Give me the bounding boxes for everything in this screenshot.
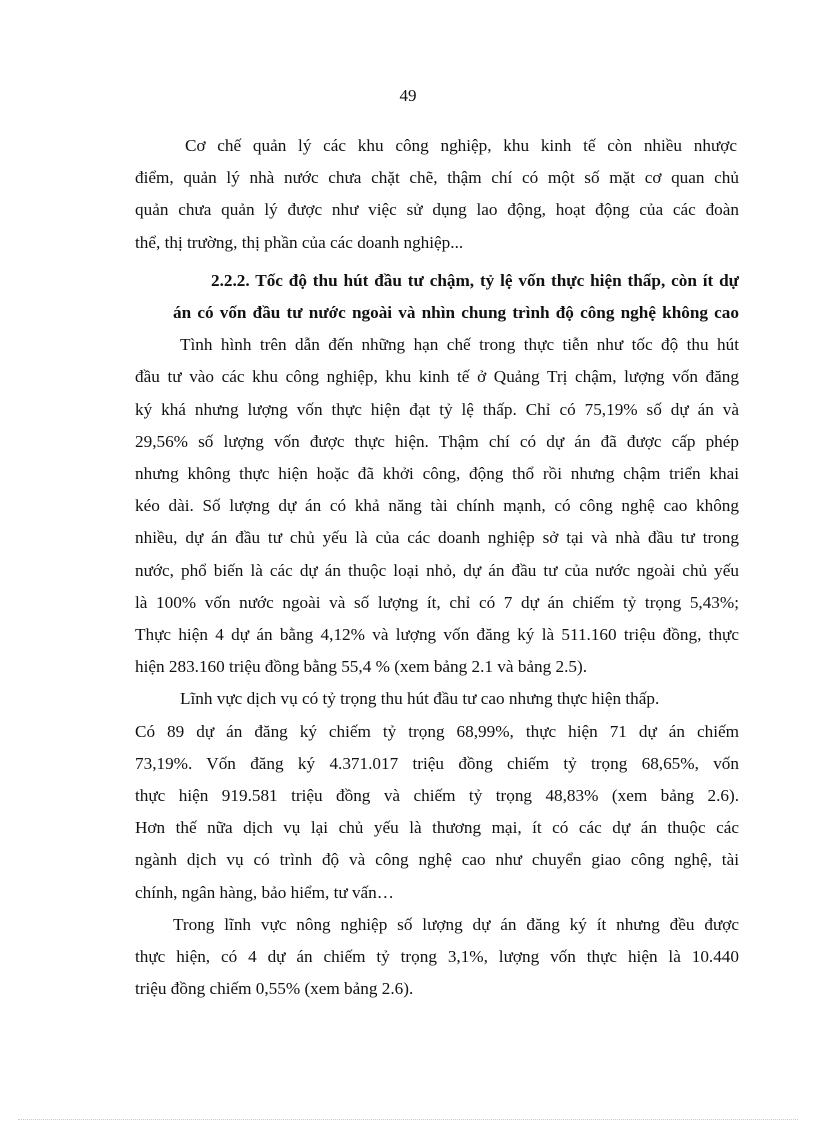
- text-line: là 100% vốn nước ngoài và số lượng ít, chỉ có 7 dự án chiếm tỷ trọng 5,43%;: [135, 592, 739, 612]
- text-line: 29,56% số lượng vốn được thực hiện. Thậm chí có dự án đã được cấp phép: [135, 431, 739, 451]
- section-heading-2-2-2: [135, 265, 739, 329]
- text-line: triệu đồng chiếm 0,55% (xem bảng 2.6).: [135, 979, 414, 999]
- text-line: kéo dài. Số lượng dự án có khả năng tài chính mạnh, có công nghệ cao không: [135, 496, 739, 516]
- text-line: ngành dịch vụ có trình độ và công nghệ cao như chuyển giao công nghệ, tài: [135, 850, 739, 870]
- text-line: thể, thị trường, thị phần của các doanh nghiệp...: [135, 232, 464, 252]
- text-line: 73,19%. Vốn đăng ký 4.371.017 triệu đồng chiếm tỷ trọng 68,65%, vốn: [135, 753, 739, 773]
- paragraph-agriculture-sector: [135, 909, 739, 1006]
- text-line: Có 89 dự án đăng ký chiếm tỷ trọng 68,99%, thực hiện 71 dự án chiếm: [135, 721, 739, 741]
- text-line: Tình hình trên dẫn đến những hạn chế trong thực tiễn như tốc độ thu hút: [180, 335, 739, 355]
- text-line: Trong lĩnh vực nông nghiệp số lượng dự án đăng ký ít nhưng đều được: [173, 914, 739, 934]
- text-line: thực hiện 919.581 triệu đồng và chiếm tỷ trọng 48,83% (xem bảng 2.6).: [135, 786, 739, 806]
- paragraph-management-weaknesses: [135, 130, 739, 259]
- text-line: ký khá nhưng lượng vốn thực hiện đạt tỷ lệ thấp. Chỉ có 75,19% số dự án và: [135, 399, 739, 419]
- text-line: điểm, quản lý nhà nước chưa chặt chẽ, thậm chí có một số mặt cơ quan chủ: [135, 168, 739, 188]
- page-bottom-divider: [18, 1119, 798, 1120]
- text-line: quản chưa quản lý được như việc sử dụng lao động, hoạt động của các đoàn: [135, 200, 739, 220]
- page-number: 49: [399, 86, 417, 105]
- text-line: nhiều, dự án đầu tư chủ yếu là của các doanh nghiệp sở tại và nhà đầu tư trong: [135, 528, 739, 548]
- heading-line: án có vốn đầu tư nước ngoài và nhìn chung trình độ công nghệ không cao: [173, 303, 739, 323]
- text-line: Cơ chế quản lý các khu công nghiệp, khu kinh tế còn nhiều nhược: [185, 136, 737, 155]
- document-body: [135, 130, 739, 1005]
- text-line: Lĩnh vực dịch vụ có tỷ trọng thu hút đầu tư cao nhưng thực hiện thấp.: [180, 689, 660, 709]
- text-line: Hơn thế nữa dịch vụ lại chủ yếu là thương mại, ít có các dự án thuộc các: [135, 818, 739, 838]
- text-line: chính, ngân hàng, bảo hiểm, tư vấn…: [135, 882, 394, 902]
- text-line: nước, phổ biến là các dự án thuộc loại nhỏ, dự án đầu tư của nước ngoài chủ yếu: [135, 560, 739, 580]
- text-line: đầu tư vào các khu công nghiệp, khu kinh tế ở Quảng Trị chậm, lượng vốn đăng: [135, 367, 739, 387]
- text-line: thực hiện, có 4 dự án chiếm tỷ trọng 3,1%, lượng vốn thực hiện là 10.440: [135, 947, 739, 967]
- text-line: Thực hiện 4 dự án bằng 4,12% và lượng vốn đăng ký là 511.160 triệu đồng, thực: [135, 625, 739, 645]
- text-line: nhưng không thực hiện hoặc đã khởi công, động thổ rồi nhưng chậm triển khai: [135, 464, 739, 484]
- text-line: hiện 283.160 triệu đồng bằng 55,4 % (xem bảng 2.1 và bảng 2.5).: [135, 657, 588, 677]
- paragraph-investment-speed: [135, 329, 739, 683]
- paragraph-services-sector: [135, 683, 739, 908]
- heading-line: 2.2.2. Tốc độ thu hút đầu tư chậm, tỷ lệ vốn thực hiện thấp, còn ít dự: [211, 270, 739, 290]
